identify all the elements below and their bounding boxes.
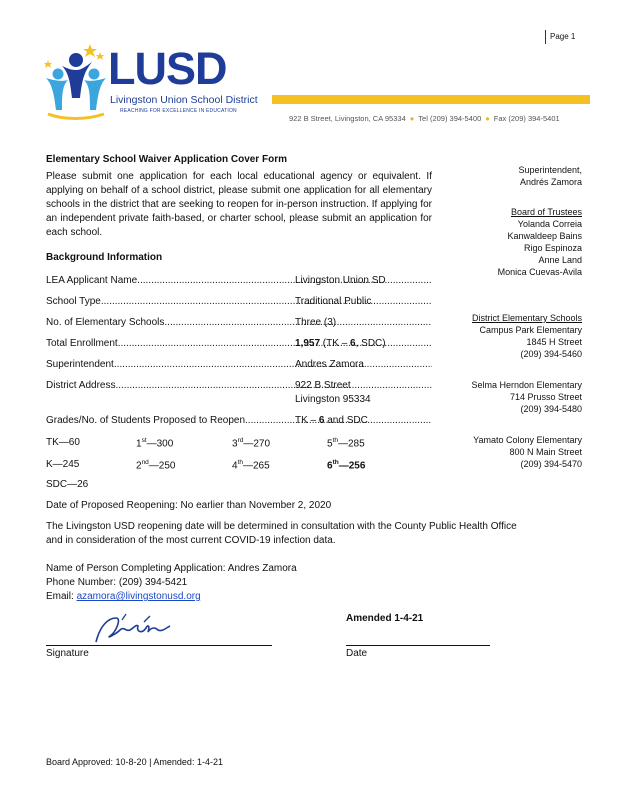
grade-3-count: 3rd—270 (232, 437, 271, 450)
trustee-name: Monica Cuevas-Avila (497, 267, 582, 277)
fax: Fax (209) 394-5401 (493, 114, 560, 123)
field-label: District Address (46, 380, 116, 391)
reopening-note-line1: The Livingston USD reopening date will be determined in consultation with the County Public Health Office (46, 521, 517, 532)
field-label: Total Enrollment (46, 338, 118, 349)
grade-2-count: 2nd—250 (136, 459, 176, 472)
trustee-name: Rigo Espinoza (523, 243, 582, 253)
enrollment-range-post: , SDC) (355, 338, 386, 349)
date-line (346, 645, 490, 646)
field-value (295, 338, 386, 349)
grade-5-count: 5th—285 (327, 437, 365, 450)
grades-range-pre: TK – (295, 415, 319, 426)
contact-name: Name of Person Completing Application: Andres Zamora (46, 563, 297, 574)
school-block (440, 434, 582, 470)
school-phone: (209) 394-5470 (520, 459, 582, 469)
school-name: Yamato Colony Elementary (473, 435, 582, 445)
grade-sdc-count: SDC—26 (46, 479, 89, 490)
field-value: Traditional Public (295, 296, 372, 307)
email-link[interactable]: azamora@livingstonusd.org (76, 591, 201, 602)
superintendent-block (440, 164, 582, 188)
superintendent-title: Superintendent, (518, 165, 582, 175)
logo-figures-icon (40, 40, 110, 122)
date-label: Date (346, 648, 368, 659)
grade-k-count: K—245 (46, 459, 80, 470)
field-value: 922 B Street (295, 380, 351, 391)
board-of-trustees (440, 206, 582, 278)
grade-6-count: 6th—256 (327, 459, 366, 472)
field-label: Superintendent (46, 359, 114, 370)
footer-approval-note: Board Approved: 10-8-20 | Amended: 1-4-21 (46, 757, 223, 767)
field-school-type (46, 296, 432, 307)
telephone: Tel (209) 394-5400 (418, 114, 482, 123)
field-label: School Type (46, 296, 101, 307)
district-name: Livingston Union School District (110, 94, 258, 106)
enrollment-top-grade: 6 (350, 338, 356, 349)
school-block (440, 379, 582, 415)
school-phone: (209) 394-5460 (520, 349, 582, 359)
logo-tagline: REACHING FOR EXCELLENCE IN EDUCATION (120, 108, 237, 114)
header-accent-band (272, 95, 590, 104)
page-number: Page 1 (545, 30, 575, 44)
enrollment-count: 1,957 (295, 338, 321, 349)
signature-line (46, 645, 272, 646)
field-grades-to-reopen (46, 415, 432, 426)
school-address: 800 N Main Street (509, 447, 582, 457)
board-title: Board of Trustees (510, 207, 582, 217)
field-value: Three (3) (295, 317, 337, 328)
bullet-icon: ● (409, 114, 415, 123)
field-value (295, 415, 368, 426)
street-address: 922 B Street, Livingston, CA 95334 (289, 114, 406, 123)
header-address (289, 114, 560, 123)
trustee-name: Anne Land (538, 255, 582, 265)
proposed-reopening-date: Date of Proposed Reopening: No earlier than November 2, 2020 (46, 500, 332, 511)
form-title: Elementary School Waiver Application Cover Form (46, 154, 287, 165)
school-address: 714 Prusso Street (509, 392, 582, 402)
field-label: Grades/No. of Students Proposed to Reopen (46, 415, 246, 426)
leader-dots (101, 296, 432, 307)
field-label: No. of Elementary Schools (46, 317, 165, 328)
schools-title: District Elementary Schools (471, 313, 582, 323)
field-district-address (46, 380, 432, 405)
school-name: Campus Park Elementary (479, 325, 582, 335)
trustee-name: Kanwaldeep Bains (507, 231, 582, 241)
trustee-name: Yolanda Correia (517, 219, 582, 229)
school-phone: (209) 394-5480 (520, 404, 582, 414)
field-value: Livingston Union SD (295, 275, 386, 286)
amended-date: Amended 1-4-21 (346, 613, 424, 624)
grades-range-post: and SDC (324, 415, 368, 426)
grade-1-count: 1st—300 (136, 437, 174, 450)
superintendent-name: Andrés Zamora (519, 177, 582, 187)
email-label: Email: (46, 591, 77, 602)
bullet-icon: ● (485, 114, 490, 123)
field-lea-name (46, 275, 432, 286)
reopening-note-line2: and in consideration of the most current COVID-19 infection data. (46, 535, 336, 546)
section-title-background: Background Information (46, 252, 163, 263)
handwritten-signature (86, 612, 176, 648)
field-superintendent (46, 359, 432, 370)
field-value-line2: Livingston 95334 (295, 394, 371, 405)
contact-email-row (46, 590, 201, 605)
field-label: LEA Applicant Name (46, 275, 138, 286)
field-total-enrollment (46, 338, 432, 349)
district-schools (440, 312, 582, 360)
contact-phone: Phone Number: (209) 394-5421 (46, 577, 188, 588)
leader-dots (137, 275, 432, 286)
form-instructions: Please submit one application for each local educational agency or equivalent. If applying on behalf of a school district, please submit one application for all elementary schools in the district that are seeking to reopen for in-person instruction. If applying for an independent private faith-based, or charter school, please submit an application for each school. (46, 171, 432, 238)
leader-dots (114, 359, 432, 370)
logo-wordmark: LUSD (108, 43, 227, 94)
field-num-schools (46, 317, 432, 328)
grade-tk-count: TK—60 (46, 437, 80, 448)
leader-dots (115, 380, 432, 391)
school-address: 1845 H Street (526, 337, 582, 347)
grade-4-count: 4th—265 (232, 459, 270, 472)
school-name: Selma Herndon Elementary (471, 380, 582, 390)
grades-top-grade: 6 (318, 415, 325, 426)
field-value: Andres Zamora (295, 359, 364, 370)
signature-label: Signature (46, 648, 89, 659)
enrollment-range-pre: (TK – (320, 338, 351, 349)
